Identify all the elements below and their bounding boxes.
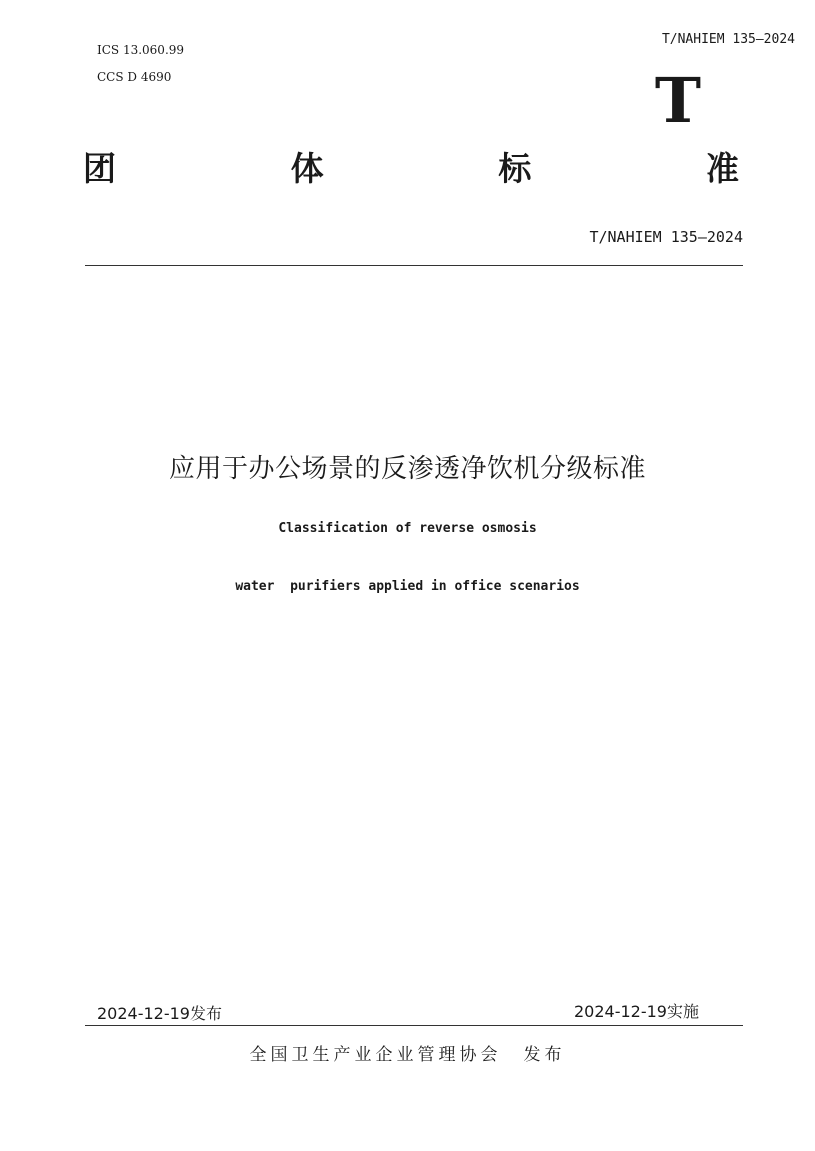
top-divider bbox=[85, 265, 743, 266]
standard-type-char: 准 bbox=[705, 149, 739, 188]
standard-type-letter: T bbox=[654, 64, 701, 137]
standard-type-char: 体 bbox=[290, 149, 324, 188]
header-standard-code: T/NAHIEM 135—2024 bbox=[661, 32, 795, 47]
bottom-divider bbox=[85, 1025, 743, 1026]
title-chinese: 应用于办公场景的反渗透净饮机分级标准 bbox=[168, 454, 646, 484]
title-english-line-1: Classification of reverse osmosis bbox=[278, 521, 537, 536]
publisher-line bbox=[0, 1040, 815, 1065]
title-english-line-2: water purifiers applied in office scenarios bbox=[235, 579, 580, 594]
standard-type-heading bbox=[83, 149, 739, 188]
ccs-code: CCS D 4690 bbox=[97, 70, 172, 84]
implementation-date: 2024-12-19实施 bbox=[574, 1002, 699, 1021]
publisher-action: 发布 bbox=[523, 1045, 566, 1065]
ics-code: ICS 13.060.99 bbox=[97, 43, 185, 57]
publish-date: 2024-12-19发布 bbox=[97, 1004, 222, 1023]
standard-number: T/NAHIEM 135—2024 bbox=[589, 228, 743, 246]
standard-type-char: 标 bbox=[498, 149, 532, 188]
standard-type-char: 团 bbox=[83, 149, 116, 188]
publisher-name: 全国卫生产业企业管理协会 bbox=[249, 1045, 502, 1065]
